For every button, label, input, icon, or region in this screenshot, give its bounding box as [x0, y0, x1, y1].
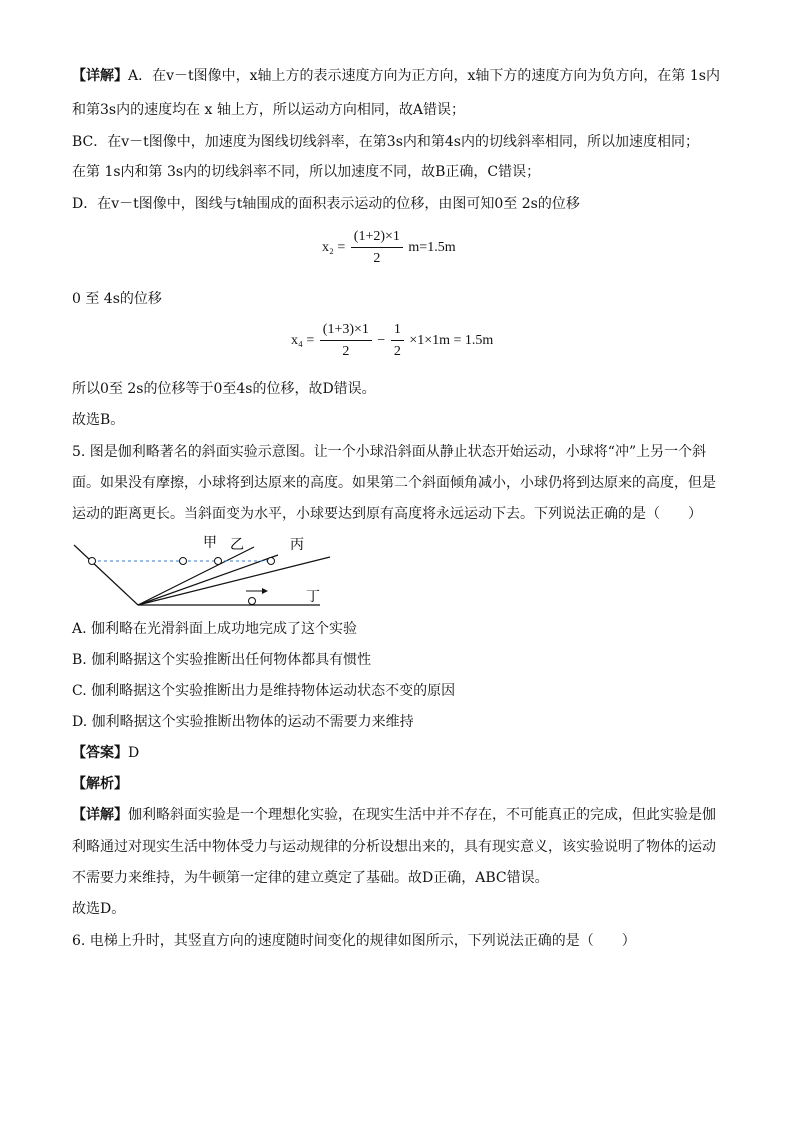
- q5-detail-line-3: 不需要力来维持，为牛顿第一定律的建立奠定了基础。故D正确，ABC错误。: [72, 870, 549, 886]
- left-incline: [74, 545, 138, 605]
- ball-bing: [268, 558, 275, 565]
- q4-detail-tag: 【详解】: [72, 68, 128, 84]
- answer-label: 【答案】: [72, 745, 128, 761]
- ball-ding: [249, 598, 256, 605]
- q5-stem-line-3: 运动的距离更长。当斜面变为水平，小球要达到原有高度将永远运动下去。下列说法正确的是（ ）: [72, 506, 702, 522]
- label-bing: 丙: [290, 537, 304, 553]
- eq1-numerator: (1+2)×1: [351, 229, 403, 248]
- eq2-numerator-2: 1: [391, 322, 404, 341]
- q5-choose: 故选D。: [72, 901, 126, 917]
- q5-option-d: D. 伽利略据这个实验推断出物体的运动不需要力来维持: [72, 714, 414, 730]
- q6-stem: 6. 电梯上升时，其竖直方向的速度随时间变化的规律如图所示，下列说法正确的是（ ）: [72, 933, 636, 949]
- q5-option-b: B. 伽利略据这个实验推断出任何物体都具有惯性: [72, 652, 372, 668]
- label-yi: 乙: [230, 537, 244, 553]
- eq2-minus: −: [377, 333, 386, 349]
- q4-detail-line-2: 和第3s内的速度均在 x 轴上方，所以运动方向相同，故A错误；: [72, 102, 465, 118]
- q5-detail-line-1: [72, 806, 716, 824]
- analysis-label: 【解析】: [72, 776, 128, 792]
- q4-detail-line-4: 在第 1s内和第 3s内的切线斜率不同，所以加速度不同，故B正确，C错误；: [72, 164, 541, 180]
- incline-yi: [138, 555, 278, 605]
- incline-bing: [138, 557, 330, 605]
- eq1-fraction: [351, 229, 403, 267]
- q4-detail-line-3: BC．在v－t图像中，加速度为图线切线斜率，在第3s内和第4s内的切线斜率相同，所以加速度相同；: [72, 134, 699, 150]
- equation-x4: [291, 322, 493, 360]
- q4-detail-line-5: D．在v－t图像中，图线与t轴围成的面积表示运动的位移，由图可知0至 2s的位移: [72, 196, 580, 212]
- galileo-incline-figure: [70, 533, 340, 608]
- q5-detail-line-2: 利略通过对现实生活中物体受力与运动规律的分析设想出来的，具有现实意义，该实验说明了物体的运动: [72, 839, 716, 855]
- eq2-lhs: x₄ =: [291, 333, 315, 349]
- label-ding: 丁: [306, 589, 320, 605]
- q5-stem-line-2: 面。如果没有摩擦，小球将到达原来的高度。如果第二个斜面倾角减小，小球仍将到达原来的高度，但是: [72, 475, 716, 491]
- eq2-fraction-2: [391, 322, 404, 360]
- q5-answer: [72, 744, 139, 762]
- q4-detail-line-6: 0 至 4s的位移: [72, 291, 162, 307]
- q4-detail-text-1: A．在v－t图像中，x轴上方的表示速度方向为正方向，x轴下方的速度方向为负方向，在第 1s内: [128, 68, 720, 84]
- eq1-lhs: x₂ =: [322, 240, 346, 256]
- eq2-numerator-1: (1+3)×1: [320, 322, 372, 341]
- q5-option-c: C. 伽利略据这个实验推断出力是维持物体运动状态不变的原因: [72, 683, 456, 699]
- eq2-denominator-1: 2: [342, 344, 350, 359]
- eq1-denominator: 2: [373, 251, 381, 266]
- q5-stem-line-1: 5. 图是伽利略著名的斜面实验示意图。让一个小球沿斜面从静止状态开始运动，小球将“冲”上另一个斜: [72, 444, 707, 460]
- label-jia: 甲: [203, 535, 217, 551]
- q4-detail-line-1: [72, 67, 720, 85]
- answer-value: D: [128, 745, 140, 761]
- q5-detail-text-1: 伽利略斜面实验是一个理想化实验，在现实生活中并不存在，不可能真正的完成，但此实验是伽: [128, 807, 716, 823]
- equation-x2: [322, 229, 456, 267]
- incline-jia: [138, 547, 254, 605]
- eq2-denominator-2: 2: [393, 344, 401, 359]
- motion-arrow-head: [262, 588, 268, 594]
- eq2-rhs: ×1×1m = 1.5m: [409, 333, 494, 349]
- ball-jia: [180, 558, 187, 565]
- q4-choose: 故选B。: [72, 412, 125, 428]
- ball-start: [89, 558, 96, 565]
- q5-detail-tag: 【详解】: [72, 807, 128, 823]
- q4-detail-line-7: 所以0至 2s的位移等于0至4s的位移，故D错误。: [72, 381, 376, 397]
- eq2-fraction-1: [320, 322, 372, 360]
- q5-option-a: A. 伽利略在光滑斜面上成功地完成了这个实验: [72, 621, 358, 637]
- eq1-rhs: m=1.5m: [408, 240, 456, 256]
- ball-yi: [215, 558, 222, 565]
